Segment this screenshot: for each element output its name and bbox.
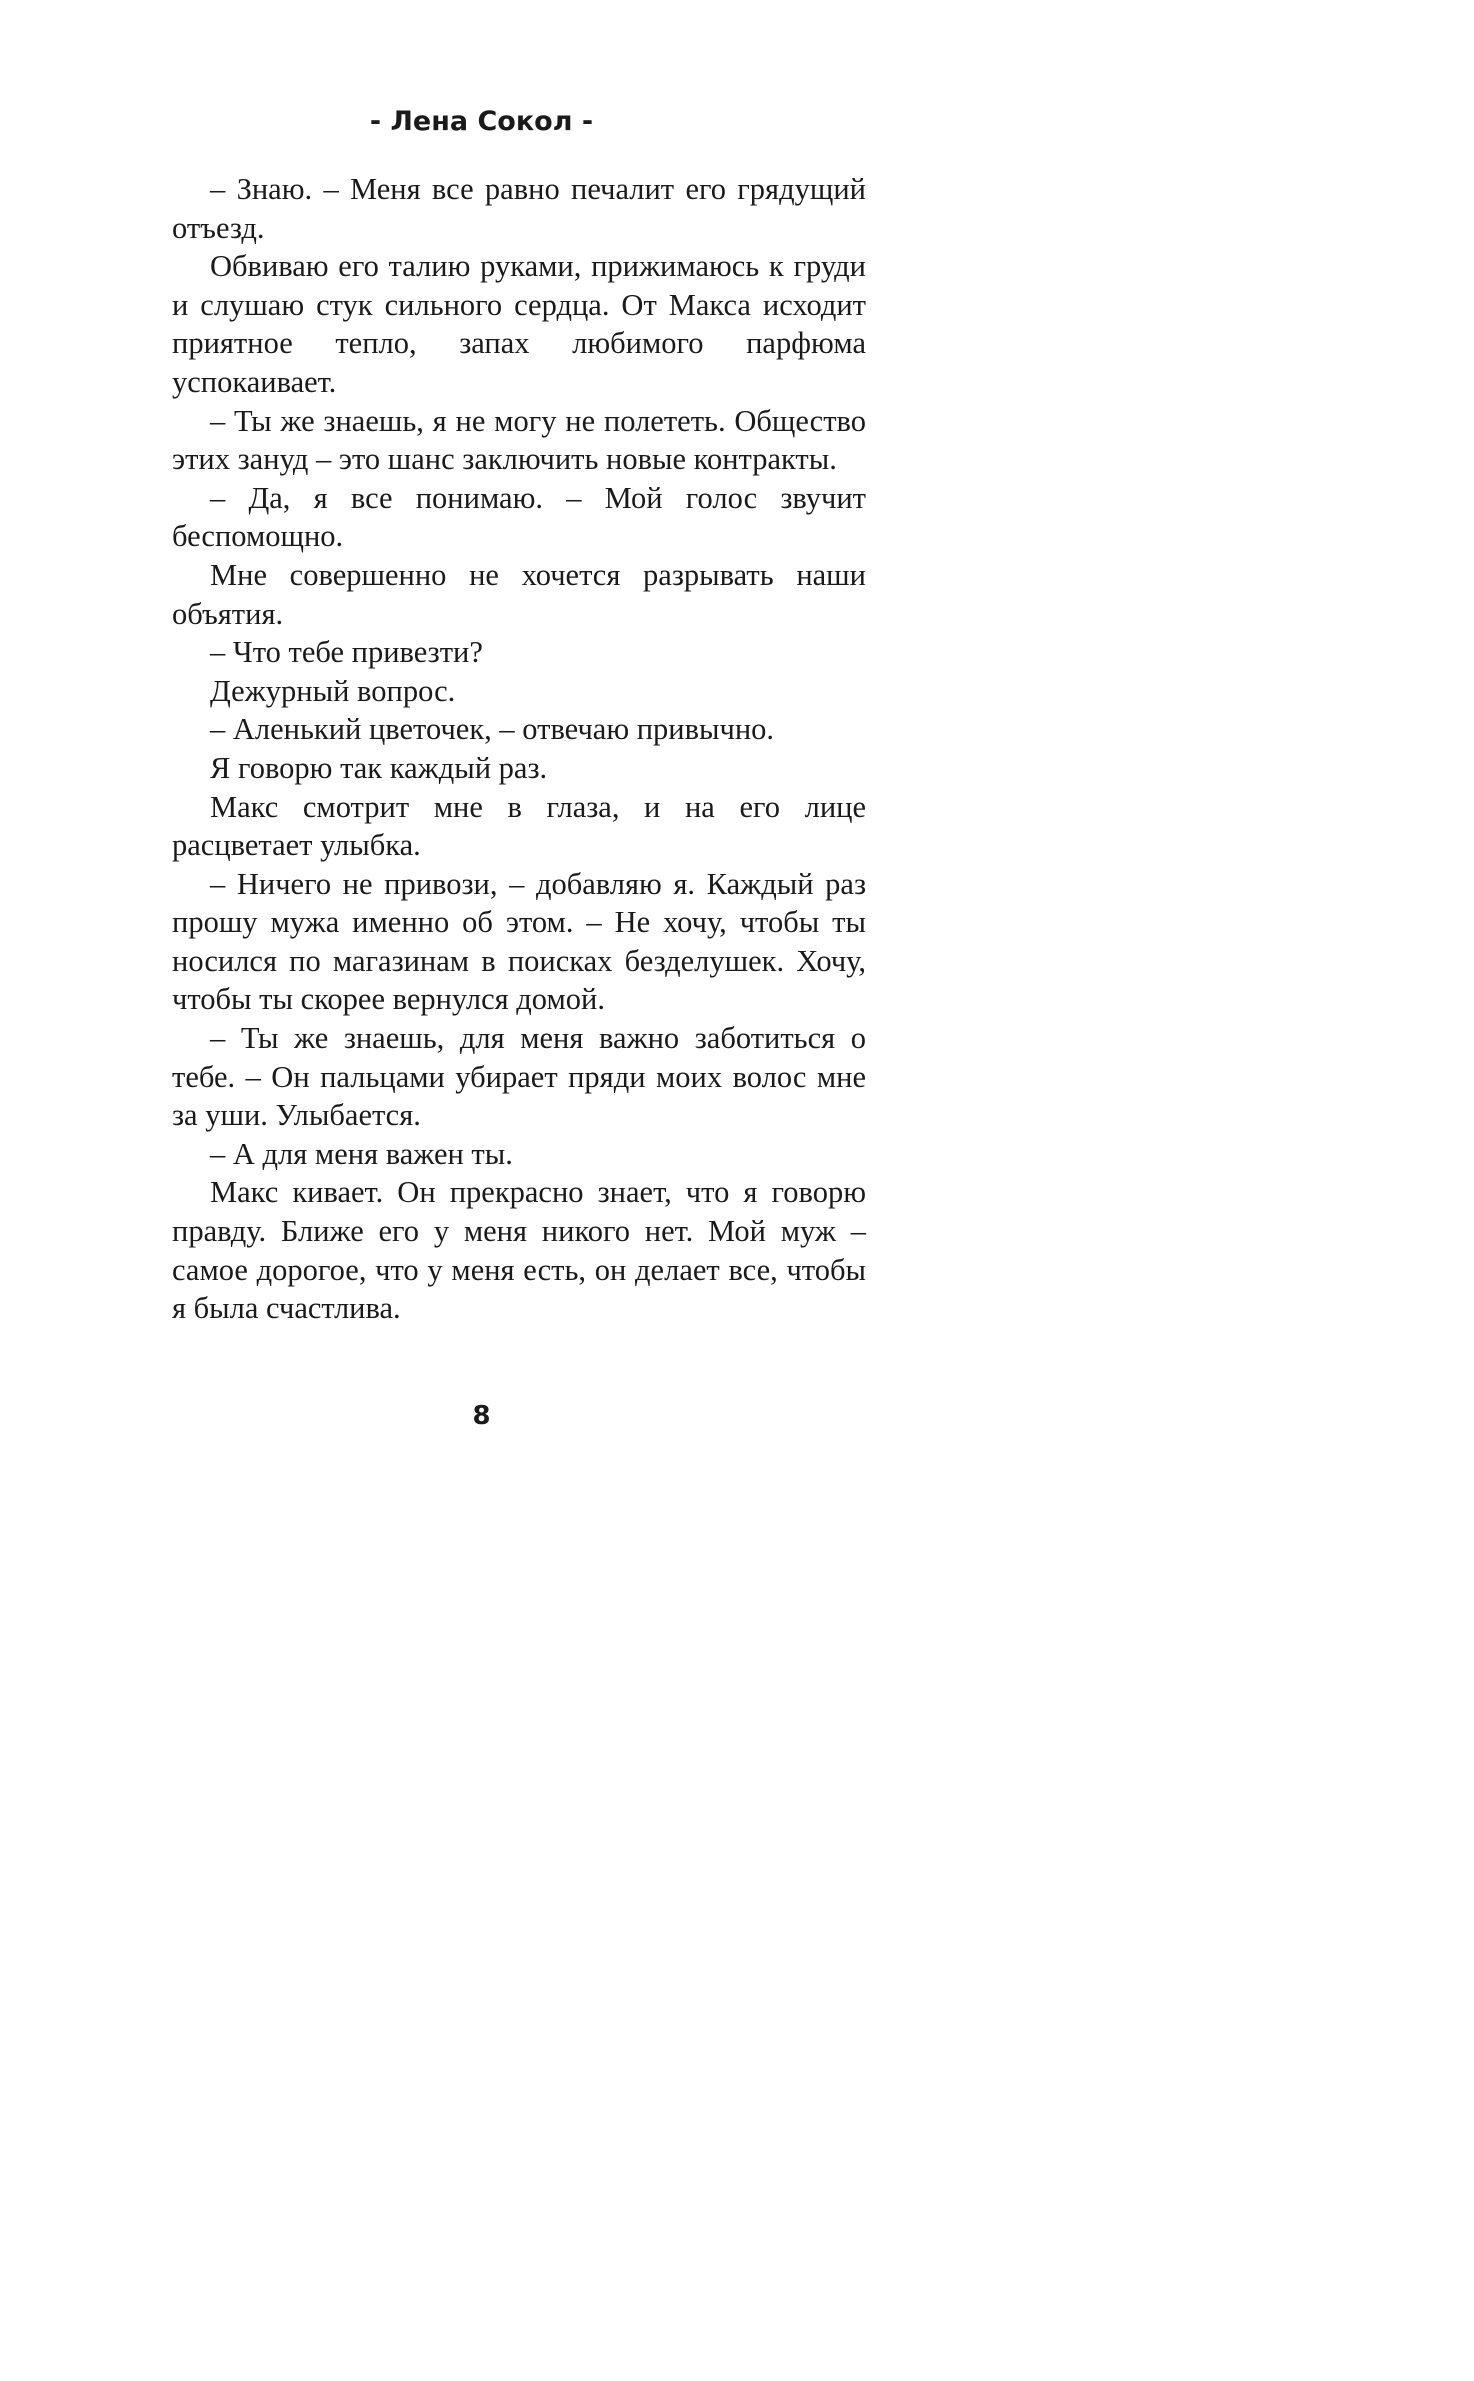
paragraph: Мне совершенно не хочется разрывать наши объятия. — [172, 557, 866, 631]
paragraph: – Ты же знаешь, я не могу не полететь. Общество этих зануд – это шанс заключить новые контракты. — [172, 403, 866, 477]
paragraph: Макс кивает. Он прекрасно знает, что я говорю правду. Ближе его у меня никого нет. Мой муж – самое дорогое, что у меня есть, он делает все, чтобы я была счастлива. — [172, 1175, 866, 1326]
paragraph: – Что тебе привезти? — [210, 635, 483, 670]
paragraph: – Да, я все понимаю. – Мой голос звучит беспомощно. — [172, 480, 866, 554]
paragraph: Макс смотрит мне в глаза, и на его лице расцветает улыбка. — [172, 789, 866, 863]
paragraph: – Ты же знаешь, для меня важно заботиться о тебе. – Он пальцами убирает пряди моих волос мне за уши. Улыбается. — [172, 1021, 866, 1133]
body-text — [172, 170, 866, 1328]
paragraph: Я говорю так каждый раз. — [210, 750, 548, 785]
paragraph: Обвиваю его талию руками, прижимаюсь к груди и слушаю стук сильного сердца. От Макса исходит приятное тепло, запах любимого парфюма успокаивает. — [172, 249, 866, 399]
paragraph: Дежурный вопрос. — [210, 673, 456, 708]
book-page — [0, 0, 963, 1525]
paragraph: – А для меня важен ты. — [210, 1136, 513, 1171]
running-title: - Лена Сокол - — [369, 106, 594, 137]
paragraph: – Ничего не привози, – добавляю я. Каждый раз прошу мужа именно об этом. – Не хочу, чтобы ты носился по магазинам в поисках безделушек. Хочу, чтобы ты скорее вернулся домой. — [172, 866, 866, 1017]
paragraph: – Аленький цветочек, – отвечаю привычно. — [210, 712, 775, 747]
paragraph: – Знаю. – Меня все равно печалит его грядущий отъезд. — [172, 172, 866, 245]
page-number: 8 — [472, 1401, 491, 1431]
